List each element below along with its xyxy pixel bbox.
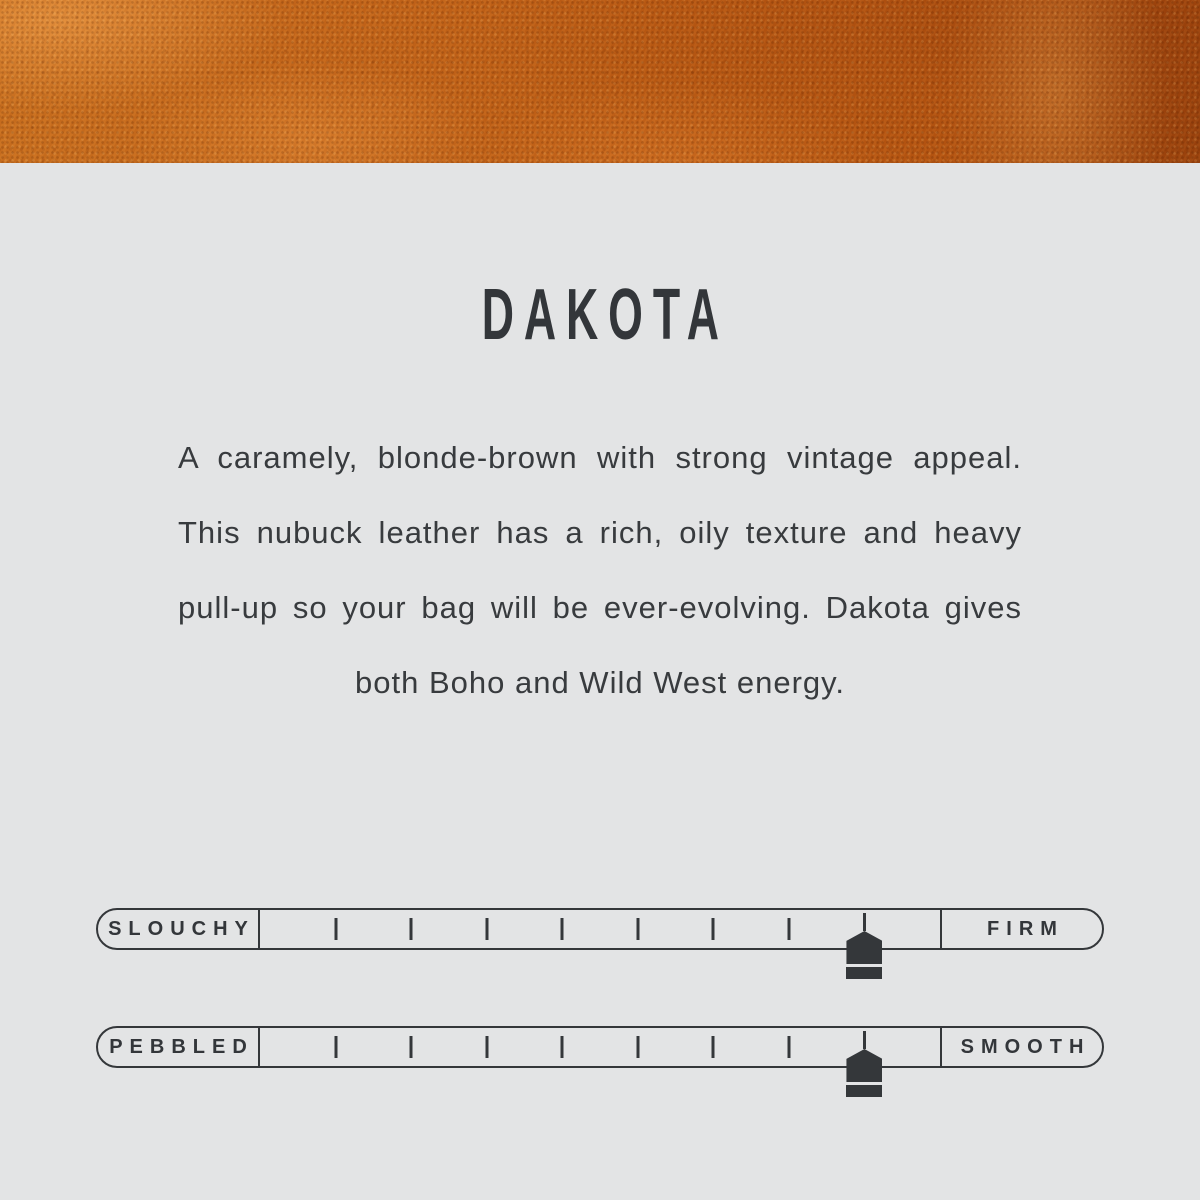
slider-marker-head <box>846 931 882 964</box>
slider-slouchy-firm <box>96 908 1104 950</box>
slider-marker[interactable] <box>846 913 882 979</box>
slider-right-label-cell <box>940 1028 1102 1066</box>
description-line: This nubuck leather has a rich, oily texture and heavy <box>178 515 1022 550</box>
slider-right-label-cell <box>940 910 1102 948</box>
description-line: pull-up so your bag will be ever-evolving. Dakota gives <box>178 590 1022 625</box>
slider-tick <box>636 1036 639 1058</box>
page-title-text: DAKOTA <box>481 275 729 355</box>
slider-right-label: FIRM <box>987 917 1064 940</box>
slider-tick <box>410 918 413 940</box>
slider-tick <box>334 918 337 940</box>
description <box>178 420 1022 720</box>
slider-pebbled-smooth <box>96 1026 1104 1068</box>
description-line: both Boho and Wild West energy. <box>355 665 845 700</box>
slider-left-label-cell <box>98 910 260 948</box>
slider-marker-stem <box>863 1031 866 1049</box>
slider-marker-base <box>846 967 882 979</box>
leather-texture-image <box>0 0 1200 163</box>
description-line: A caramely, blonde-brown with strong vintage appeal. <box>178 440 1022 475</box>
slider-track[interactable] <box>260 910 940 948</box>
slider-left-label: SLOUCHY <box>108 917 255 940</box>
slider-tick <box>485 1036 488 1058</box>
slider-left-label-cell <box>98 1028 260 1066</box>
slider-tick <box>712 1036 715 1058</box>
slider-tick <box>334 1036 337 1058</box>
slider-tick <box>712 918 715 940</box>
slider-tick <box>485 918 488 940</box>
slider-tick <box>561 918 564 940</box>
slider-tick <box>410 1036 413 1058</box>
slider-tick <box>561 1036 564 1058</box>
slider-tick <box>636 918 639 940</box>
slider-tick <box>787 1036 790 1058</box>
slider-track[interactable] <box>260 1028 940 1066</box>
slider-marker-head <box>846 1049 882 1082</box>
slider-marker-stem <box>863 913 866 931</box>
slider-left-label: PEBBLED <box>109 1035 254 1058</box>
slider-marker[interactable] <box>846 1031 882 1097</box>
slider-tick <box>787 918 790 940</box>
slider-right-label: SMOOTH <box>960 1035 1091 1058</box>
slider-marker-base <box>846 1085 882 1097</box>
page-title <box>0 275 1200 355</box>
